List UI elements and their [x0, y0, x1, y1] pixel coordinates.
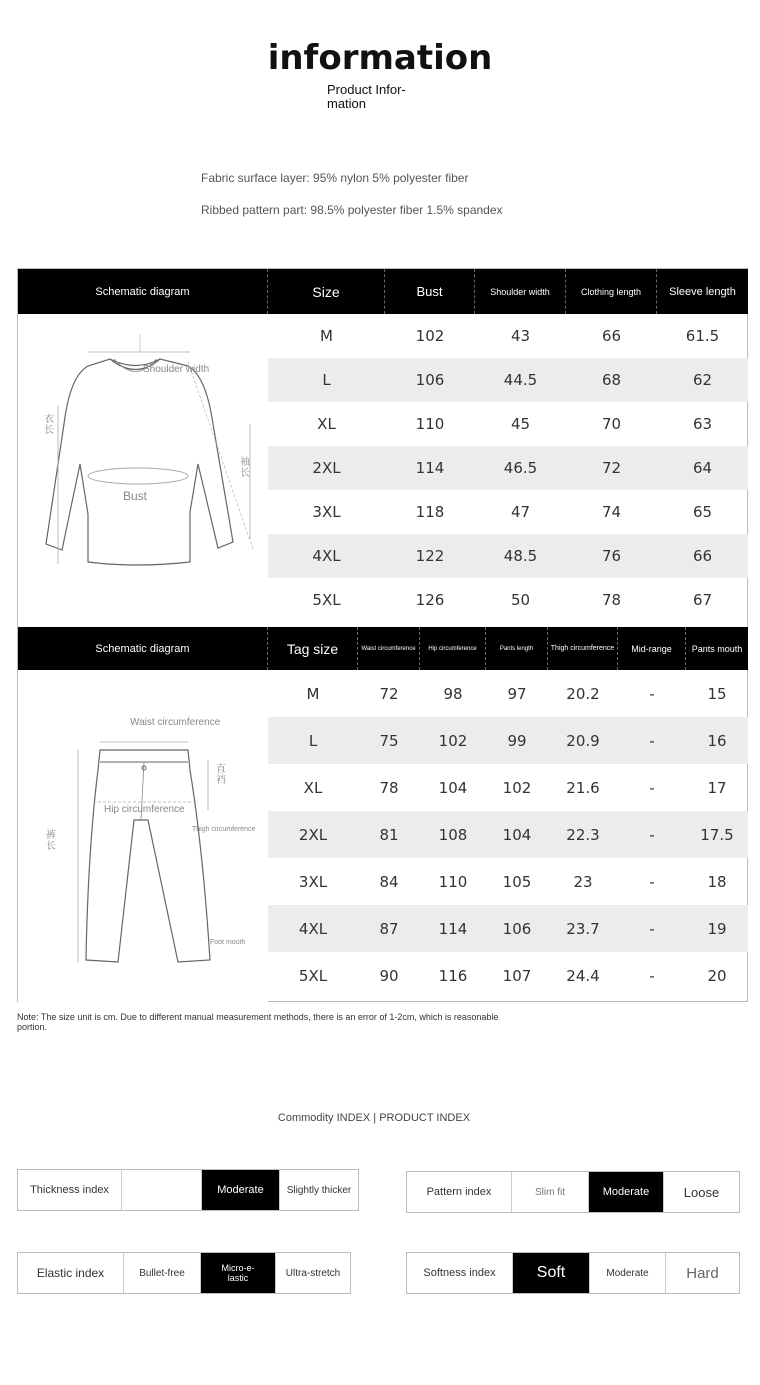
top-table-row — [268, 446, 748, 490]
table-cell: 44.5 — [503, 371, 538, 389]
table-cell: M — [306, 684, 320, 703]
top-table-row — [268, 314, 748, 358]
bottom-table-row — [268, 952, 748, 999]
fabric-surface-text: Fabric surface layer: 95% nylon 5% polyester fiber — [201, 171, 469, 185]
softness-index-label: Softness index — [407, 1253, 513, 1293]
table-cell: - — [649, 966, 655, 985]
table-cell: 106 — [502, 919, 532, 938]
table-cell: 78 — [601, 591, 622, 609]
bottom-table-row — [268, 905, 748, 952]
table-cell: 116 — [438, 966, 468, 985]
header-sleeve-length: Sleeve length — [669, 285, 736, 298]
sleeve-length-label: 袖长 — [240, 457, 250, 479]
table-cell: 63 — [692, 415, 713, 433]
table-cell: 65 — [692, 503, 713, 521]
top-table-row — [268, 490, 748, 534]
pants-length-label: 裤长 — [46, 830, 56, 852]
page-subtitle: Product Infor- mation — [327, 82, 406, 111]
table-cell: 4XL — [298, 919, 328, 938]
table-cell: 68 — [601, 371, 622, 389]
table-cell: 104 — [502, 825, 532, 844]
size-chart — [17, 268, 748, 1002]
table-cell: 61.5 — [685, 327, 720, 345]
header-mid-range: Mid-range — [618, 627, 686, 670]
header-schematic-pants: Schematic diagram — [18, 627, 268, 670]
table-cell: 114 — [438, 919, 468, 938]
thickness-option-moderate: Moderate — [202, 1170, 280, 1210]
index-title: Commodity INDEX | PRODUCT INDEX — [277, 1112, 471, 1124]
table-cell: 3XL — [312, 503, 341, 521]
top-table-row — [268, 402, 748, 446]
table-cell: 67 — [692, 591, 713, 609]
header-thigh: Thigh circumference — [548, 627, 618, 670]
pattern-index-label: Pattern index — [407, 1172, 512, 1212]
table-cell: L — [322, 371, 331, 389]
header-clothing-length: Clothing length — [566, 269, 657, 314]
table-cell: 2XL — [298, 825, 328, 844]
thickness-option-light — [122, 1170, 202, 1210]
header-pants-length: Pants length — [486, 627, 548, 670]
table-cell: 23.7 — [566, 919, 600, 938]
table-cell: - — [649, 872, 655, 891]
body-length-label: 衣长 — [44, 414, 54, 436]
table-cell: 108 — [438, 825, 468, 844]
elastic-index-label: Elastic index — [18, 1253, 124, 1293]
softness-option-soft: Soft — [513, 1253, 590, 1293]
bust-label: Bust — [123, 489, 148, 503]
thickness-index — [17, 1169, 359, 1211]
table-cell: 62 — [692, 371, 713, 389]
shirt-diagram — [18, 314, 268, 627]
foot-mouth-label: Foot mouth — [210, 939, 246, 946]
table-cell: 72 — [601, 459, 622, 477]
fabric-ribbed-text: Ribbed pattern part: 98.5% polyester fiber 1.5% spandex — [201, 203, 503, 217]
table-cell: 84 — [379, 872, 399, 891]
table-cell: 110 — [438, 872, 468, 891]
bottom-table-row — [268, 811, 748, 858]
elastic-option-micro: Micro-e- lastic — [201, 1253, 276, 1293]
table-cell: 66 — [601, 327, 622, 345]
thickness-index-label: Thickness index — [18, 1170, 122, 1210]
thigh-label: Thigh circumference — [192, 826, 256, 833]
table-cell: 118 — [415, 503, 445, 521]
table-cell: 102 — [502, 778, 532, 797]
table-cell: 64 — [692, 459, 713, 477]
table-cell: 81 — [379, 825, 399, 844]
table-cell: 99 — [507, 731, 527, 750]
elastic-index — [17, 1252, 351, 1294]
top-table-row — [268, 534, 748, 578]
table-cell: 48.5 — [503, 547, 538, 565]
rise-label: 直裆 — [216, 764, 226, 786]
pattern-index — [406, 1171, 740, 1213]
table-cell: 107 — [502, 966, 532, 985]
table-cell: 102 — [415, 327, 445, 345]
page-title: information — [267, 38, 493, 78]
table-cell: 20 — [707, 966, 727, 985]
table-cell: 114 — [415, 459, 445, 477]
table-cell: 74 — [601, 503, 622, 521]
table-cell: 45 — [510, 415, 531, 433]
elastic-option-none: Bullet-free — [124, 1253, 201, 1293]
bottom-table-row — [268, 764, 748, 811]
table-cell: 17 — [707, 778, 727, 797]
table-cell: 72 — [379, 684, 399, 703]
table-cell: 24.4 — [566, 966, 600, 985]
table-cell: 50 — [510, 591, 531, 609]
table-cell: 5XL — [312, 591, 341, 609]
table-cell: 102 — [438, 731, 468, 750]
table-cell: 97 — [507, 684, 527, 703]
header-waist: Waist circumference — [358, 627, 420, 670]
table-cell: 5XL — [298, 966, 328, 985]
table-cell: 18 — [707, 872, 727, 891]
table-cell: 87 — [379, 919, 399, 938]
table-cell: 90 — [379, 966, 399, 985]
table-cell: 122 — [415, 547, 445, 565]
softness-index — [406, 1252, 740, 1294]
elastic-option-ultra: Ultra-stretch — [285, 1267, 341, 1279]
bottom-table-row — [268, 670, 748, 717]
top-table-header — [18, 269, 748, 314]
table-cell: 66 — [692, 547, 713, 565]
header-shoulder: Shoulder width — [475, 269, 566, 314]
header-pants-mouth: Pants mouth — [691, 643, 743, 654]
table-cell: - — [649, 919, 655, 938]
header-schematic: Schematic diagram — [18, 269, 268, 314]
header-bust: Bust — [385, 269, 475, 314]
table-cell: 76 — [601, 547, 622, 565]
hip-label: Hip circumference — [104, 804, 185, 815]
shirt-illustration — [18, 314, 268, 627]
pattern-option-loose: Loose — [683, 1184, 720, 1200]
header-hip: Hip circumference — [420, 627, 486, 670]
table-cell: 16 — [707, 731, 727, 750]
table-cell: M — [320, 327, 333, 345]
table-cell: 21.6 — [566, 778, 600, 797]
softness-option-moderate: Moderate — [590, 1253, 666, 1293]
table-cell: - — [649, 731, 655, 750]
table-cell: 75 — [379, 731, 399, 750]
table-cell: 70 — [601, 415, 622, 433]
bottom-table-row — [268, 717, 748, 764]
top-table-row — [268, 358, 748, 402]
pattern-option-moderate: Moderate — [589, 1172, 664, 1212]
table-cell: 126 — [415, 591, 445, 609]
table-cell: 106 — [415, 371, 445, 389]
table-cell: 78 — [379, 778, 399, 797]
thickness-option-thicker: Slightly thicker — [286, 1184, 352, 1196]
pants-diagram — [18, 670, 268, 1002]
pattern-option-slim: Slim fit — [512, 1172, 589, 1212]
bottom-table-row — [268, 858, 748, 905]
header-tag-size: Tag size — [268, 627, 358, 670]
table-cell: 20.2 — [566, 684, 600, 703]
table-cell: XL — [317, 415, 336, 433]
waist-label: Waist circumference — [130, 717, 221, 728]
header-size: Size — [268, 269, 385, 314]
table-cell: 104 — [438, 778, 468, 797]
table-cell: 23 — [573, 872, 593, 891]
table-cell: 22.3 — [566, 825, 600, 844]
table-cell: L — [308, 731, 318, 750]
table-cell: 43 — [510, 327, 531, 345]
size-note: Note: The size unit is cm. Due to different manual measurement methods, there is an error of 1-2cm, which is reasonable portion. — [17, 1012, 499, 1032]
shoulder-label: Shoulder width — [143, 364, 210, 375]
table-cell: 110 — [415, 415, 445, 433]
top-table-row — [268, 578, 748, 622]
softness-option-hard: Hard — [686, 1264, 719, 1282]
table-cell: 105 — [502, 872, 532, 891]
table-cell: XL — [303, 778, 323, 797]
table-cell: 98 — [443, 684, 463, 703]
table-cell: - — [649, 778, 655, 797]
table-cell: 2XL — [312, 459, 341, 477]
table-cell: 20.9 — [566, 731, 600, 750]
table-cell: - — [649, 825, 655, 844]
table-cell: 4XL — [312, 547, 341, 565]
table-cell: 17.5 — [700, 825, 734, 844]
table-cell: 47 — [510, 503, 531, 521]
table-cell: 3XL — [298, 872, 328, 891]
bottom-table-header — [18, 627, 748, 670]
table-cell: - — [649, 684, 655, 703]
table-cell: 15 — [707, 684, 727, 703]
table-cell: 19 — [707, 919, 727, 938]
table-cell: 46.5 — [503, 459, 538, 477]
